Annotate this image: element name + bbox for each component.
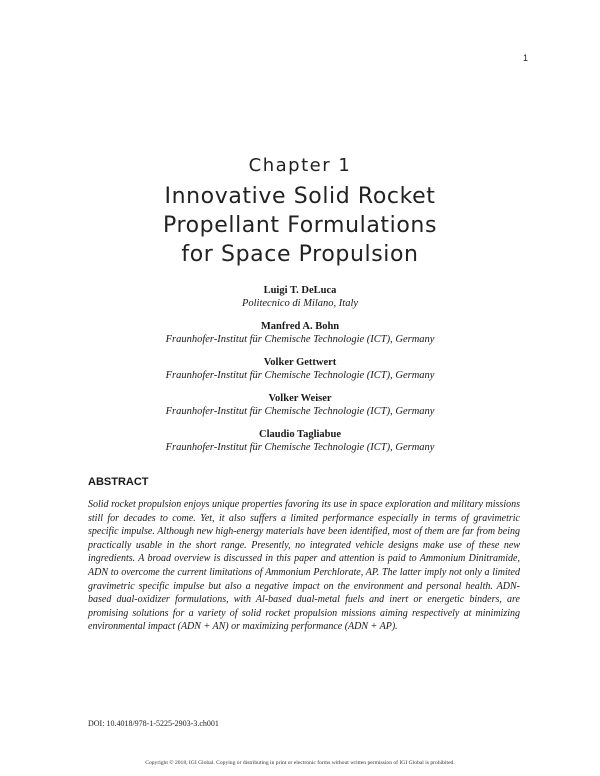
author-block	[0, 428, 600, 454]
author-name: Manfred A. Bohn	[260, 321, 340, 332]
author-block	[0, 320, 600, 346]
title-line-1: Innovative Solid Rocket	[164, 184, 436, 209]
abstract-body: Solid rocket propulsion enjoys unique properties favoring its use in space exploration and military missions still for decades to come. Yet, it also suffers a limited performance especially in terms of gravimetric specific impulse. Although new high-energy materials have been identified, most of them are far from being practically usable in the short range. Presently, no integrated vehicle designs make use of these new ingredients. A broad overview is discussed in this paper and attention is paid to Ammonium Dinitramide, ADN to overcome the current limitations of Ammonium Perchlorate, AP. The latter imply not only a limited gravimetric specific impulse but also a negative impact on the environment and personal health. ADN-based dual-oxidizer formulations, with Al-based dual-metal fuels and inert or energetic binders, are promising solutions for a variety of solid rocket propulsion missions aiming respectively at minimizing environmental impact (ADN + AN) or maximizing performance (ADN + AP).	[88, 499, 520, 633]
author-name: Claudio Tagliabue	[259, 429, 341, 440]
title-line-3: for Space Propulsion	[181, 242, 419, 267]
title-line-2: Propellant Formulations	[162, 213, 438, 238]
author-affiliation: Fraunhofer-Institut für Chemische Technologie (ICT), Germany	[165, 406, 435, 417]
author-affiliation: Fraunhofer-Institut für Chemische Technologie (ICT), Germany	[165, 442, 435, 453]
author-affiliation: Politecnico di Milano, Italy	[241, 298, 359, 309]
author-name: Volker Gettwert	[263, 357, 337, 368]
doi-line: DOI: 10.4018/978-1-5225-2903-3.ch001	[88, 719, 219, 728]
page-number: 1	[522, 53, 528, 63]
chapter-label: Chapter 1	[248, 155, 352, 176]
author-affiliation: Fraunhofer-Institut für Chemische Technologie (ICT), Germany	[165, 370, 435, 381]
author-affiliation: Fraunhofer-Institut für Chemische Technologie (ICT), Germany	[165, 334, 435, 345]
author-block	[0, 356, 600, 382]
abstract-heading: ABSTRACT	[88, 476, 149, 488]
author-name: Volker Weiser	[268, 393, 332, 404]
chapter-title	[0, 182, 600, 269]
author-list	[0, 284, 600, 464]
author-name: Luigi T. DeLuca	[263, 285, 337, 296]
copyright-notice: Copyright © 2018, IGI Global. Copying or distributing in print or electronic forms without written permission of IGI Global is prohibited.	[145, 760, 455, 766]
author-block	[0, 392, 600, 418]
author-block	[0, 284, 600, 310]
